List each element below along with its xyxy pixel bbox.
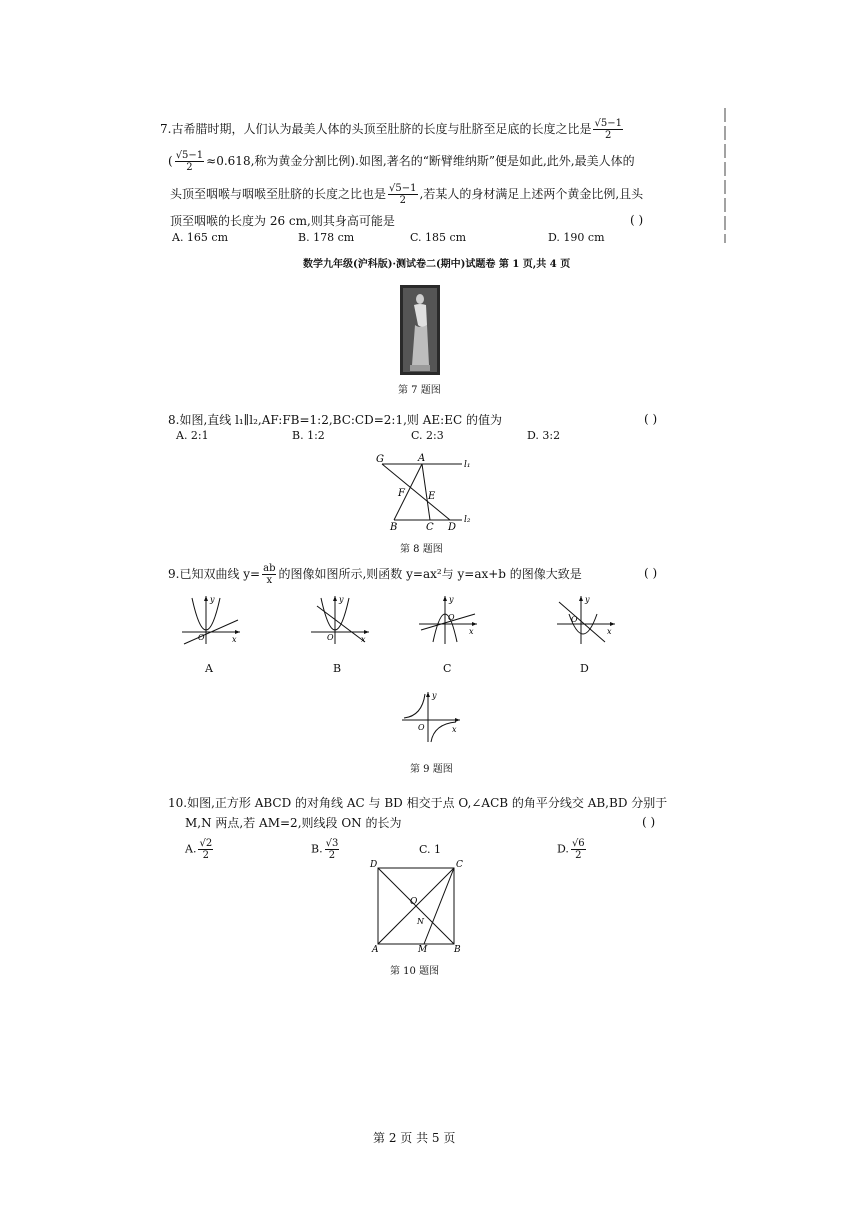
q8-option-d: D. 3:2 [527, 429, 561, 442]
svg-text:O: O [418, 723, 425, 732]
point-label-a: A [418, 453, 426, 464]
q7-line1: 7.古希腊时期，人们认为最美人体的头顶至肚脐的长度与肚脐至足底的长度之比是 $\frac{√5-1}{2}$ [160, 118, 622, 141]
q7-line4: 顶至咽喉的长度为 26 cm,则其身高可能是 [170, 214, 395, 228]
q7-figure-caption: 第 7 题图 [398, 385, 441, 396]
q8-geometry-figure [370, 452, 480, 534]
test-paper-header: 数学九年级(沪科版)·测试卷二(期中)试题卷 第 1 页,共 4 页 [303, 259, 571, 270]
answer-paren: ( ) [644, 412, 658, 426]
q10-line1: 10.如图,正方形 ABCD 的对角线 AC 与 BD 相交于点 O,∠ACB 的角平分线交 AB,BD 分别于 [168, 796, 668, 810]
q9-hyperbola-figure [398, 688, 464, 746]
venus-statue-photo [400, 285, 440, 375]
q9-figure-caption: 第 9 题图 [410, 764, 453, 775]
svg-text:O: O [448, 613, 455, 622]
point-label-m: M [418, 945, 428, 952]
golden-ratio-fraction: $\frac{√5-1}{2}$ [594, 118, 622, 141]
q10-option-a: A. $\frac{√2}{2}$ [185, 838, 213, 861]
point-label-c: C [426, 522, 434, 533]
svg-text:y: y [432, 691, 437, 700]
q9-line1: 9.已知双曲线 y= $\frac{ab}{x}$ 的图像如图所示,则函数 y=ax²与 y=ax+b 的图像大致是 [168, 563, 582, 586]
point-label-n: N [417, 917, 424, 926]
q9-graph-c [415, 592, 481, 648]
answer-paren: ( ) [642, 815, 656, 829]
line-label-l1: l₁ [464, 460, 471, 470]
point-label-f: F [398, 488, 405, 499]
svg-text:x: x [361, 635, 366, 644]
q10-option-c: C. 1 [419, 843, 442, 856]
q7-line3: 头顶至咽喉与咽喉至肚脐的长度之比也是 $\frac{√5-1}{2}$ ,若某人的身材满足上述两个黄金比例,且头 [170, 183, 644, 206]
svg-text:O: O [571, 615, 578, 624]
svg-text:y: y [210, 595, 215, 604]
q8-option-a: A. 2:1 [176, 429, 209, 442]
svg-text:y: y [339, 595, 344, 604]
q9-option-b: B [333, 662, 342, 675]
svg-text:O: O [327, 633, 334, 642]
point-label-a: A [372, 945, 379, 952]
point-label-b: B [454, 945, 461, 952]
q7-option-c: C. 185 cm [410, 231, 467, 244]
svg-text:x: x [469, 627, 474, 636]
q9-graph-a [178, 592, 244, 648]
golden-ratio-fraction: $\frac{√5-1}{2}$ [389, 183, 417, 206]
q8-option-b: B. 1:2 [292, 429, 325, 442]
answer-paren: ( ) [630, 213, 644, 227]
q7-line2: ( $\frac{√5-1}{2}$ ≈0.618,称为黄金分割比例).如图,著名的“断臂维纳斯”便是如此,此外,最美人体的 [168, 150, 635, 173]
point-label-o: O [410, 897, 418, 907]
scan-edge-mark [723, 108, 727, 243]
svg-text:x: x [232, 635, 237, 644]
q7-option-b: B. 178 cm [298, 231, 355, 244]
point-label-e: E [428, 491, 436, 502]
point-label-d: D [448, 522, 457, 533]
ab-over-x-fraction: $\frac{ab}{x}$ [263, 563, 276, 586]
q10-square-figure [368, 860, 464, 952]
q9-option-d: D [580, 662, 589, 675]
q10-figure-caption: 第 10 题图 [390, 966, 440, 977]
q8-figure-caption: 第 8 题图 [400, 544, 443, 555]
q10-option-b: B. $\frac{√3}{2}$ [311, 838, 339, 861]
q8-line1: 8.如图,直线 l₁∥l₂,AF:FB=1:2,BC:CD=2:1,则 AE:EC 的值为 [168, 413, 502, 427]
q10-option-d: D. $\frac{√6}{2}$ [557, 838, 585, 861]
point-label-c: C [456, 860, 463, 870]
svg-text:x: x [607, 627, 612, 636]
point-label-g: G [376, 454, 384, 465]
answer-paren: ( ) [644, 566, 658, 580]
q9-graph-b [307, 592, 373, 648]
line-label-l2: l₂ [464, 515, 471, 525]
q9-graph-d [553, 592, 619, 648]
q8-option-c: C. 2:3 [411, 429, 444, 442]
svg-text:O: O [198, 633, 205, 642]
svg-text:y: y [449, 595, 454, 604]
point-label-d: D [370, 860, 378, 870]
svg-text:x: x [452, 725, 457, 734]
q7-option-a: A. 165 cm [172, 231, 229, 244]
golden-ratio-fraction: $\frac{√5-1}{2}$ [175, 150, 204, 173]
q9-option-c: C [443, 662, 452, 675]
page-footer: 第 2 页 共 5 页 [373, 1131, 456, 1145]
q7-option-d: D. 190 cm [548, 231, 605, 244]
q9-option-a: A [205, 662, 213, 675]
point-label-b: B [390, 522, 398, 533]
q10-line2: M,N 两点,若 AM=2,则线段 ON 的长为 [185, 816, 402, 830]
svg-text:y: y [585, 595, 590, 604]
